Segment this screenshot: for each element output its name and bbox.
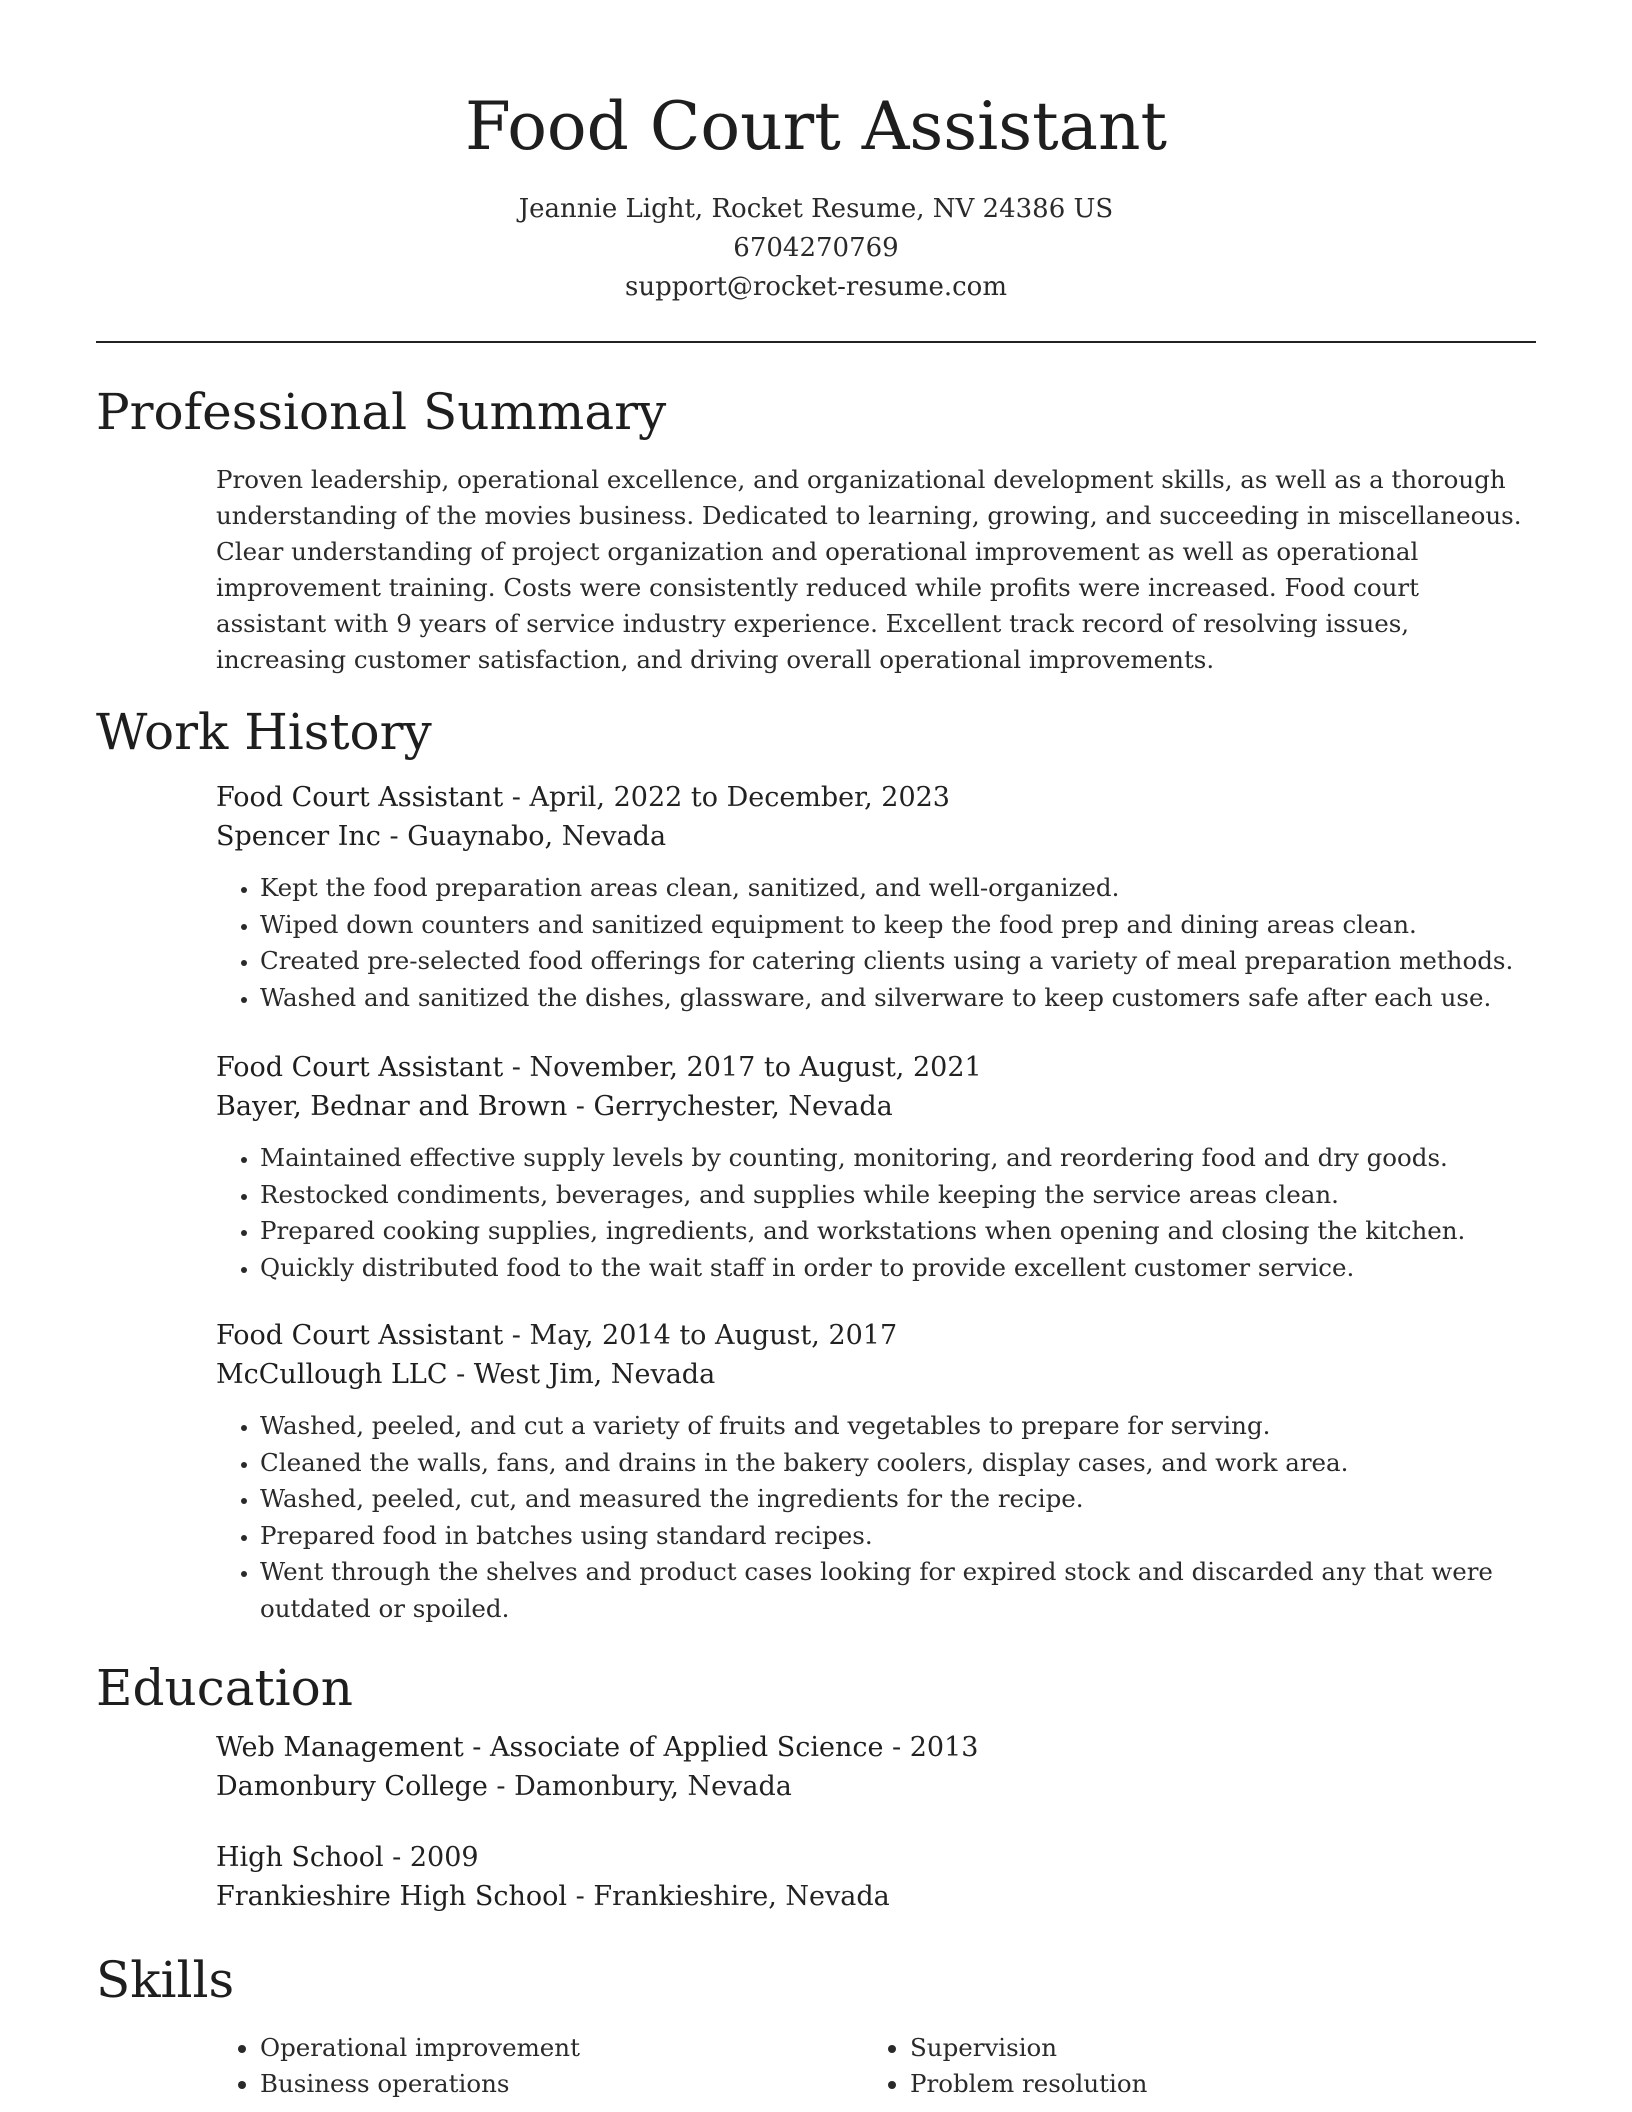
list-item: • Problem resolution [910, 2066, 1470, 2102]
list-item: • Washed and sanitized the dishes, glassware, and silverware to keep customers safe after each use. [260, 980, 1536, 1017]
job-location: - Gerrychester, Nevada [567, 1091, 893, 1122]
contact-block [96, 190, 1536, 307]
job-company-line [216, 1087, 1536, 1126]
job-duties-list [216, 1408, 1536, 1627]
contact-address: Jeannie Light, Rocket Resume, NV 24386 US [518, 194, 1114, 224]
job-title-line [216, 778, 1536, 817]
education-degree-line [216, 1838, 1536, 1877]
job-entry [216, 1316, 1536, 1627]
job-title-line [216, 1048, 1536, 1087]
job-entry [216, 1048, 1536, 1286]
education-degree: Web Management - Associate of Applied Science [216, 1732, 884, 1763]
list-item: • Washed, peeled, cut, and measured the ingredients for the recipe. [260, 1481, 1536, 1518]
job-company-line [216, 1355, 1536, 1394]
education-entry [216, 1838, 1536, 1916]
list-item: • Maintained effective supply levels by counting, monitoring, and reordering food and dry goods. [260, 1140, 1536, 1177]
education-degree: High School [216, 1842, 384, 1873]
summary-heading: Professional Summary [96, 383, 667, 441]
skills-column-1 [216, 2030, 820, 2102]
education-heading: Education [96, 1659, 353, 1717]
education-school: Damonbury College [216, 1771, 488, 1802]
list-item: • Prepared cooking supplies, ingredients, and workstations when opening and closing the kitchen. [260, 1213, 1536, 1250]
job-dates: - April, 2022 to December, 2023 [503, 782, 950, 813]
list-item: • Restocked condiments, beverages, and supplies while keeping the service areas clean. [260, 1177, 1536, 1214]
job-duties-list [216, 870, 1536, 1016]
job-dates: - May, 2014 to August, 2017 [503, 1320, 898, 1351]
work-history-heading: Work History [96, 703, 432, 761]
education-location: - Damonbury, Nevada [487, 1771, 792, 1802]
list-item: • Created pre-selected food offerings for catering clients using a variety of meal preparation methods. [260, 943, 1536, 980]
education-year: - 2009 [383, 1842, 479, 1873]
education-degree-line [216, 1728, 1536, 1767]
job-title: Food Court Assistant [216, 782, 504, 813]
list-item: • Kept the food preparation areas clean, sanitized, and well-organized. [260, 870, 1536, 907]
list-item: • Went through the shelves and product cases looking for expired stock and discarded any that were outdated or spoiled. [260, 1554, 1536, 1627]
job-title: Food Court Assistant [216, 1052, 504, 1083]
education-school-line [216, 1877, 1536, 1916]
resume-title: Food Court Assistant [465, 88, 1167, 165]
skills-heading: Skills [96, 1951, 235, 2009]
list-item: • Washed, peeled, and cut a variety of fruits and vegetables to prepare for serving. [260, 1408, 1536, 1445]
list-item: • Cleaned the walls, fans, and drains in the bakery coolers, display cases, and work area. [260, 1445, 1536, 1482]
job-company: Bayer, Bednar and Brown [216, 1091, 568, 1122]
education-school: Frankieshire High School [216, 1881, 568, 1912]
summary-text: Proven leadership, operational excellence, and organizational development skills, as well as a thorough understanding of the movies business. Dedicated to learning, growing, and succeeding in miscellaneous. Clear understanding of project organization and operational improvement as well as operational improvement training. Costs were consistently reduced while profits were increased. Food court assistant with 9 years of service industry experience. Excellent track record of resolving issues, increasing customer satisfaction, and driving overall operational improvements. [216, 465, 1522, 674]
job-location: - West Jim, Nevada [447, 1359, 716, 1390]
job-company: Spencer Inc [216, 821, 381, 852]
education-school-line [216, 1767, 1536, 1806]
list-item: • Prepared food in batches using standard recipes. [260, 1518, 1536, 1555]
job-company: McCullough LLC [216, 1359, 448, 1390]
job-dates: - November, 2017 to August, 2021 [503, 1052, 982, 1083]
job-company-line [216, 817, 1536, 856]
list-item: • Wiped down counters and sanitized equipment to keep the food prep and dining areas clean. [260, 907, 1536, 944]
contact-email: support@rocket-resume.com [624, 272, 1007, 302]
education-entry [216, 1728, 1536, 1806]
list-item: • Supervision [910, 2030, 1470, 2066]
education-location: - Frankieshire, Nevada [567, 1881, 890, 1912]
job-title-line [216, 1316, 1536, 1355]
list-item: • Operational improvement [260, 2030, 820, 2066]
job-title: Food Court Assistant [216, 1320, 504, 1351]
list-item: • Business operations [260, 2066, 820, 2102]
header-divider [96, 341, 1536, 343]
contact-phone: 6704270769 [733, 233, 899, 263]
list-item: • Quickly distributed food to the wait staff in order to provide excellent customer service. [260, 1250, 1536, 1287]
job-entry [216, 778, 1536, 1016]
job-location: - Guaynabo, Nevada [380, 821, 667, 852]
skills-column-2 [866, 2030, 1470, 2102]
job-duties-list [216, 1140, 1536, 1286]
education-year: - 2013 [883, 1732, 979, 1763]
